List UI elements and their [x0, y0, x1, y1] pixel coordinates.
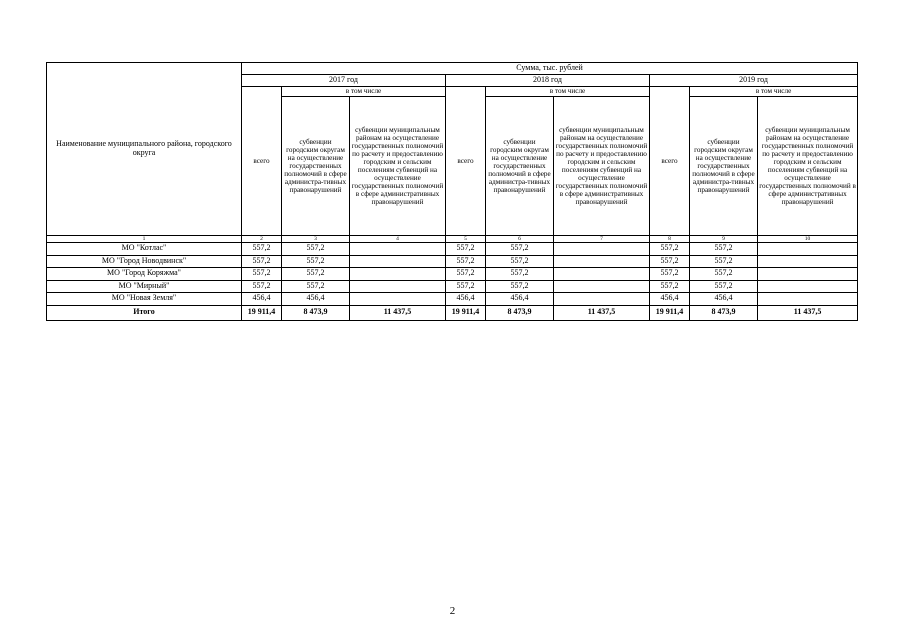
- total-header-2019: всего: [650, 87, 690, 236]
- value-cell: [350, 280, 446, 293]
- total-value: 8 473,9: [690, 305, 758, 320]
- value-cell: 557,2: [446, 243, 486, 256]
- total-value: 11 437,5: [554, 305, 650, 320]
- name-column-header: Наименование муниципального района, городского округа: [47, 63, 242, 236]
- district-subvention-header-2017: субвенции муниципальным районам на осуществление государственных полномочий по расчету и предоставлению городским и сельским поселениям субвенций на осуществление государственных полномочий в сфере административных правонарушений: [350, 97, 446, 236]
- district-subvention-header-2018: субвенции муниципальным районам на осуществление государственных полномочий по расчету и предоставлению городским и сельским поселениям субвенций на осуществление государственных полномочий в сфере административных правонарушений: [554, 97, 650, 236]
- value-cell: [554, 268, 650, 281]
- value-cell: 557,2: [282, 268, 350, 281]
- value-cell: [758, 268, 858, 281]
- column-number: 9: [690, 236, 758, 243]
- value-cell: 557,2: [486, 280, 554, 293]
- value-cell: 557,2: [486, 255, 554, 268]
- total-header-2017: всего: [242, 87, 282, 236]
- value-cell: 456,4: [486, 293, 554, 306]
- total-value: 11 437,5: [350, 305, 446, 320]
- value-cell: 456,4: [242, 293, 282, 306]
- value-cell: [554, 280, 650, 293]
- municipality-name: МО "Мирный": [47, 280, 242, 293]
- value-cell: 557,2: [242, 255, 282, 268]
- value-cell: 557,2: [650, 243, 690, 256]
- value-cell: 557,2: [242, 280, 282, 293]
- column-number: 3: [282, 236, 350, 243]
- value-cell: [554, 243, 650, 256]
- subvention-table: [46, 62, 858, 321]
- table-row: [47, 255, 858, 268]
- total-value: 19 911,4: [242, 305, 282, 320]
- value-cell: [554, 293, 650, 306]
- value-cell: 557,2: [650, 280, 690, 293]
- municipality-name: МО "Город Коряжма": [47, 268, 242, 281]
- value-cell: 557,2: [282, 280, 350, 293]
- value-cell: [350, 243, 446, 256]
- table-row: [47, 268, 858, 281]
- city-subvention-header-2017: субвенции городским округам на осуществление государственных полномочий в сфере администра-тивных правонарушений: [282, 97, 350, 236]
- value-cell: 557,2: [242, 268, 282, 281]
- value-cell: [758, 243, 858, 256]
- column-number: 10: [758, 236, 858, 243]
- municipality-name: МО "Город Новодвинск": [47, 255, 242, 268]
- year-header-2019: 2019 год: [650, 75, 858, 87]
- column-number: 7: [554, 236, 650, 243]
- column-number: 5: [446, 236, 486, 243]
- value-cell: 557,2: [446, 255, 486, 268]
- value-cell: [350, 268, 446, 281]
- value-cell: 557,2: [446, 280, 486, 293]
- value-cell: 557,2: [282, 243, 350, 256]
- value-cell: 456,4: [282, 293, 350, 306]
- sum-header: Сумма, тыс. рублей: [242, 63, 858, 75]
- column-number: 2: [242, 236, 282, 243]
- city-subvention-header-2019: субвенции городским округам на осуществление государственных полномочий в сфере администра-тивных правонарушений: [690, 97, 758, 236]
- total-value: 8 473,9: [282, 305, 350, 320]
- table-row: [47, 293, 858, 306]
- value-cell: 456,4: [690, 293, 758, 306]
- column-number: 8: [650, 236, 690, 243]
- value-cell: [758, 293, 858, 306]
- column-number: 6: [486, 236, 554, 243]
- value-cell: 557,2: [486, 268, 554, 281]
- value-cell: 456,4: [446, 293, 486, 306]
- table-row: [47, 280, 858, 293]
- subvention-table-sheet: [46, 62, 857, 321]
- district-subvention-header-2019: субвенции муниципальным районам на осуществление государственных полномочий по расчету и предоставлению городским и сельским поселениям субвенций на осуществление государственных полномочий в сфере административных правонарушений: [758, 97, 858, 236]
- value-cell: [758, 280, 858, 293]
- year-header-2018: 2018 год: [446, 75, 650, 87]
- value-cell: 557,2: [690, 268, 758, 281]
- total-row: [47, 305, 858, 320]
- table-row: [47, 243, 858, 256]
- value-cell: 557,2: [650, 268, 690, 281]
- value-cell: [758, 255, 858, 268]
- value-cell: 557,2: [242, 243, 282, 256]
- value-cell: [350, 255, 446, 268]
- value-cell: [350, 293, 446, 306]
- data-rows: [47, 243, 858, 306]
- value-cell: 557,2: [486, 243, 554, 256]
- value-cell: 557,2: [690, 243, 758, 256]
- total-value: 8 473,9: [486, 305, 554, 320]
- total-label: Итого: [47, 305, 242, 320]
- municipality-name: МО "Новая Земля": [47, 293, 242, 306]
- value-cell: 557,2: [282, 255, 350, 268]
- value-cell: [554, 255, 650, 268]
- city-subvention-header-2018: субвенции городским округам на осуществление государственных полномочий в сфере администра-тивных правонарушений: [486, 97, 554, 236]
- column-number-row: [47, 236, 858, 243]
- total-value: 19 911,4: [446, 305, 486, 320]
- year-header-2017: 2017 год: [242, 75, 446, 87]
- municipality-name: МО "Котлас": [47, 243, 242, 256]
- including-header-2019: в том числе: [690, 87, 858, 97]
- column-number: 1: [47, 236, 242, 243]
- total-value: 19 911,4: [650, 305, 690, 320]
- column-number: 4: [350, 236, 446, 243]
- including-header-2018: в том числе: [486, 87, 650, 97]
- including-header-2017: в том числе: [282, 87, 446, 97]
- value-cell: 557,2: [690, 280, 758, 293]
- total-header-2018: всего: [446, 87, 486, 236]
- value-cell: 557,2: [650, 255, 690, 268]
- page-number: 2: [449, 605, 456, 617]
- value-cell: 557,2: [690, 255, 758, 268]
- value-cell: 557,2: [446, 268, 486, 281]
- total-value: 11 437,5: [758, 305, 858, 320]
- value-cell: 456,4: [650, 293, 690, 306]
